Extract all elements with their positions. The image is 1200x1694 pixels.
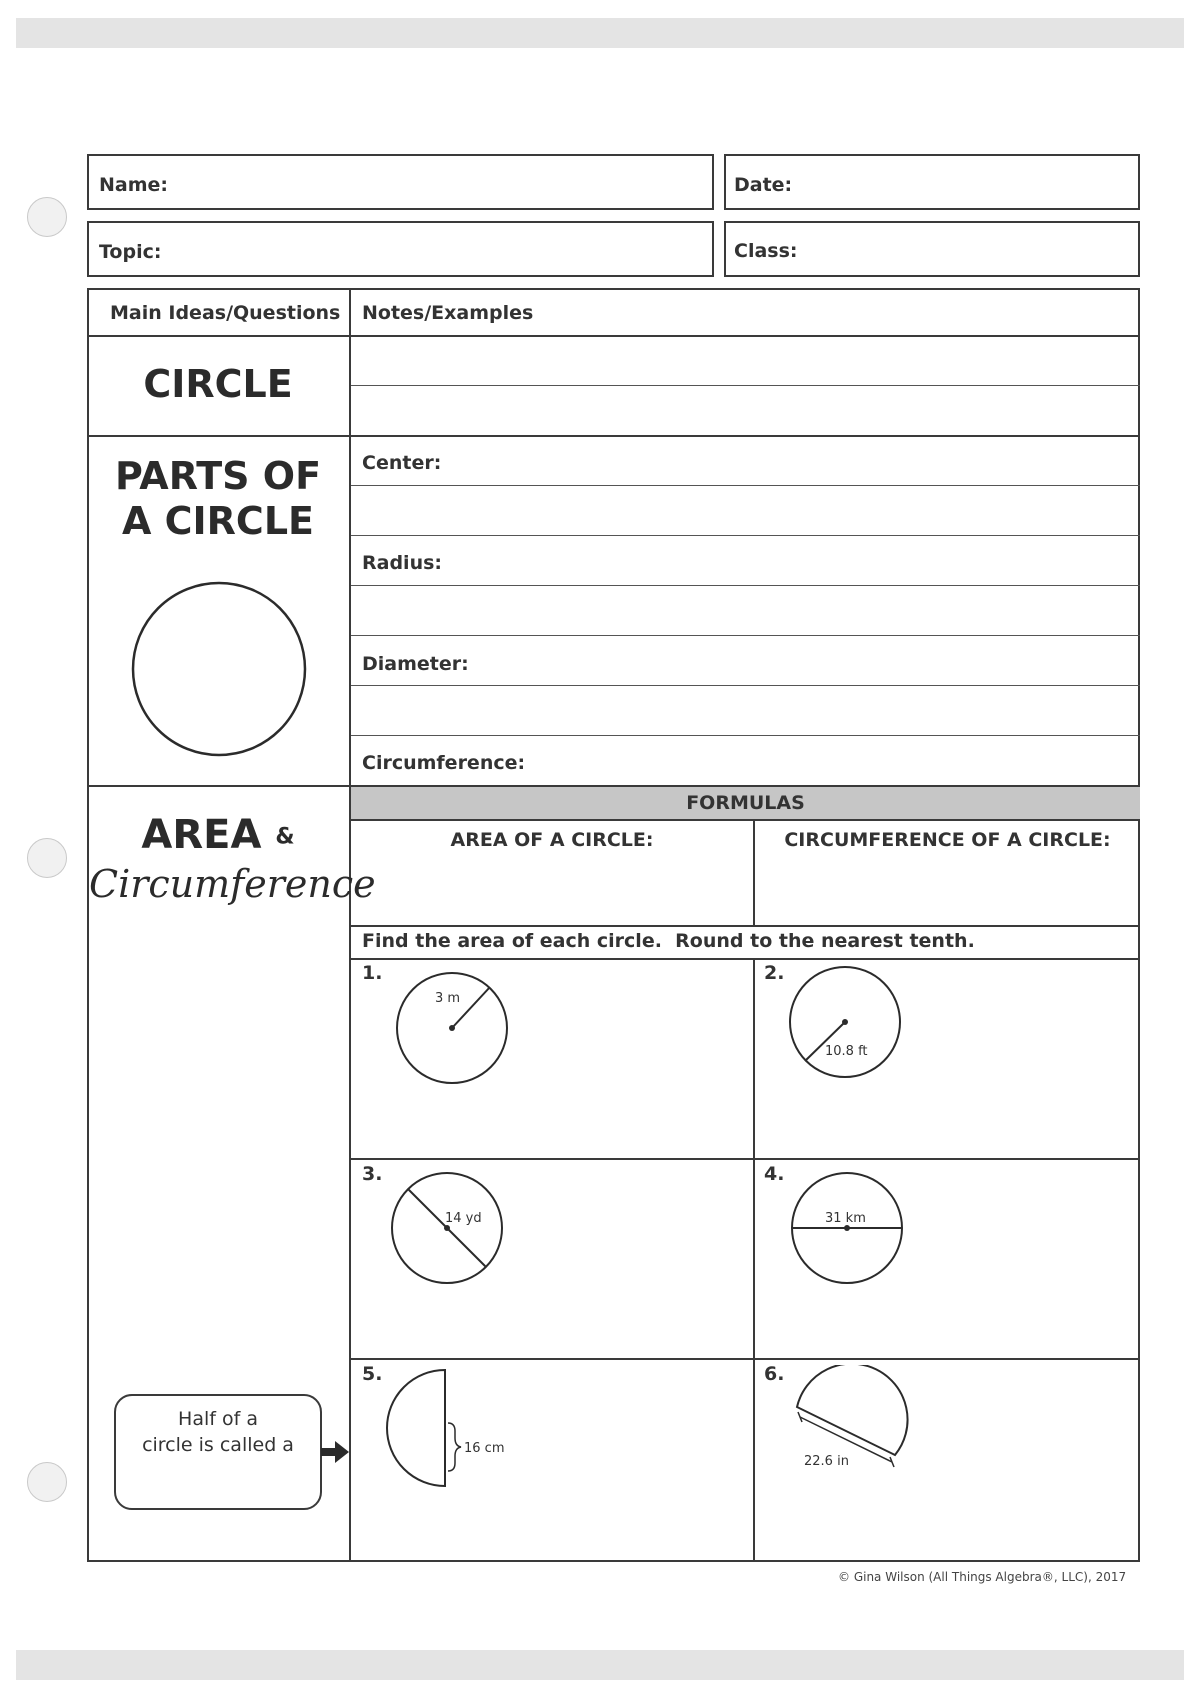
formulas-bottom	[351, 925, 1140, 927]
problem-4-diagram	[787, 1170, 917, 1290]
problem-1-center	[449, 1025, 455, 1031]
circumference-script-title: Circumference	[89, 862, 376, 906]
blank-circle	[133, 583, 305, 755]
formulas-bar-bottom	[351, 819, 1140, 821]
problem-2-number: 2.	[764, 962, 785, 984]
problems-divider	[753, 958, 755, 1562]
problem-5-semicircle	[387, 1370, 445, 1486]
problem-3-label: 14 yd	[445, 1211, 482, 1226]
class-field[interactable]	[724, 221, 1140, 277]
center-label: Center:	[362, 452, 442, 474]
area-formula-label: AREA OF A CIRCLE:	[450, 829, 654, 851]
header-row-bottom	[87, 335, 1140, 337]
notes-examples-header: Notes/Examples	[362, 302, 534, 324]
ampersand: &	[275, 824, 295, 850]
topic-field[interactable]	[87, 221, 714, 277]
diameter-line-1	[351, 685, 1140, 686]
problem-4-number: 4.	[764, 1163, 785, 1185]
radius-line-1	[351, 585, 1140, 586]
circle-title: CIRCLE	[143, 362, 293, 406]
radius-label: Radius:	[362, 552, 442, 574]
callout-line-1: Half of a	[178, 1408, 258, 1430]
topic-label: Topic:	[99, 241, 162, 263]
formulas-bar: FORMULAS	[351, 787, 1140, 819]
scan-top-bar	[16, 18, 1184, 48]
scan-bottom-bar	[16, 1650, 1184, 1680]
problem-1-number: 1.	[362, 962, 383, 984]
parts-circle-diagram	[128, 578, 310, 760]
problem-6-number: 6.	[764, 1363, 785, 1385]
radius-line-2	[351, 635, 1140, 636]
problem-5-brace	[448, 1423, 461, 1471]
problem-6-semicircle	[797, 1365, 908, 1455]
problem-3-number: 3.	[362, 1163, 383, 1185]
instructions-bottom	[351, 958, 1140, 960]
parts-title-line1: PARTS OF	[114, 454, 322, 498]
class-label: Class:	[734, 240, 798, 262]
problem-2-label: 10.8 ft	[825, 1044, 868, 1059]
problems-row-1-bottom	[351, 1158, 1140, 1160]
problem-4-label: 31 km	[825, 1211, 866, 1226]
problem-5-number: 5.	[362, 1363, 383, 1385]
punch-hole-bottom	[27, 1462, 67, 1502]
problem-1-diagram	[390, 970, 520, 1090]
diameter-line-2	[351, 735, 1140, 736]
center-line-1	[351, 485, 1140, 486]
callout-line-2: circle is called a	[142, 1434, 294, 1456]
circle-section-bottom	[87, 435, 1140, 437]
problem-5-label: 16 cm	[464, 1441, 505, 1456]
callout-arrow-icon	[321, 1440, 351, 1464]
parts-title-line2: A CIRCLE	[122, 499, 314, 543]
name-field[interactable]	[87, 154, 714, 210]
date-label: Date:	[734, 174, 793, 196]
instructions: Find the area of each circle. Round to the nearest tenth.	[362, 930, 975, 952]
problem-1-label: 3 m	[435, 991, 461, 1006]
problem-5-diagram	[385, 1365, 525, 1495]
area-title-text: AREA	[141, 812, 262, 858]
diameter-label: Diameter:	[362, 653, 469, 675]
problem-6-label: 22.6 in	[804, 1454, 849, 1469]
name-label: Name:	[99, 174, 169, 196]
semicircle-callout	[114, 1394, 322, 1510]
circumference-formula-label: CIRCUMFERENCE OF A CIRCLE:	[784, 829, 1111, 851]
problem-2-diagram	[785, 965, 915, 1085]
area-title	[89, 812, 347, 858]
problem-2-center	[842, 1019, 848, 1025]
problem-3-diagram	[385, 1168, 515, 1288]
date-field[interactable]	[724, 154, 1140, 210]
circumference-label: Circumference:	[362, 752, 526, 774]
copyright-footer: © Gina Wilson (All Things Algebra®, LLC), 2017	[838, 1570, 1127, 1584]
punch-hole-middle	[27, 838, 67, 878]
main-ideas-header: Main Ideas/Questions	[110, 302, 341, 324]
problem-6-diagram	[790, 1365, 930, 1495]
center-line-2	[351, 535, 1140, 536]
punch-hole-top	[27, 197, 67, 237]
circle-line-1	[351, 385, 1140, 386]
problems-row-2-bottom	[351, 1358, 1140, 1360]
